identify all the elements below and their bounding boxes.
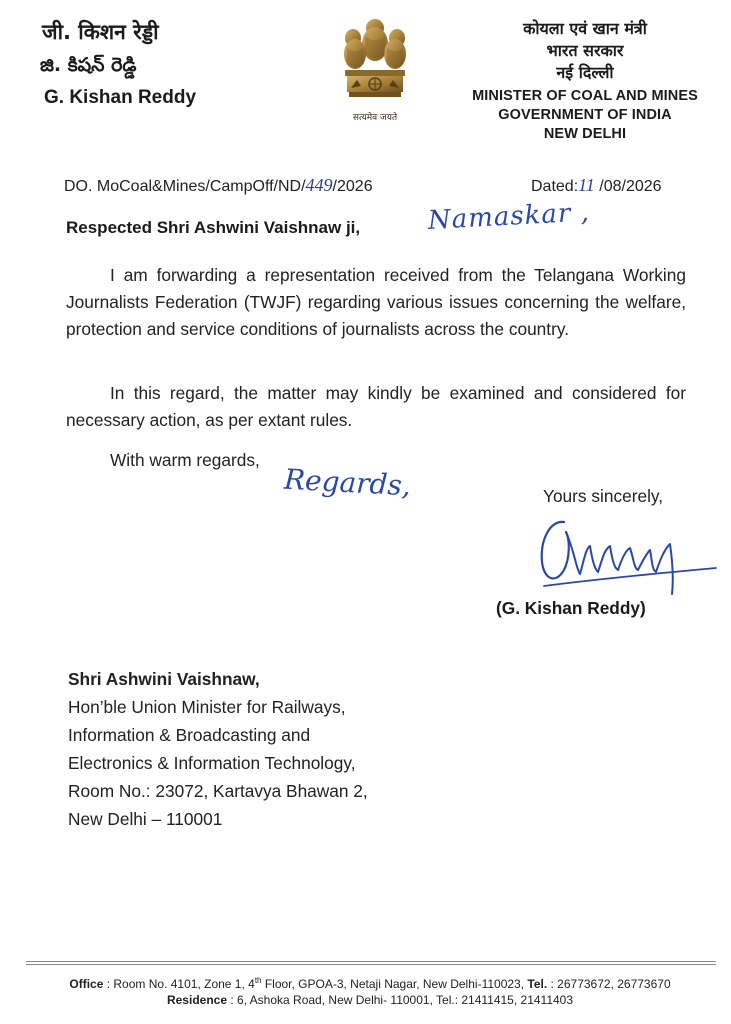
reference-number-handwritten: 449 bbox=[305, 175, 333, 195]
footer-office-text-2: Floor, GPOA-3, Netaji Nagar, New Delhi-110023, bbox=[261, 977, 528, 991]
letter-date bbox=[531, 175, 662, 196]
office-english-line-3: NEW DELHI bbox=[543, 126, 627, 142]
emblem-motto: सत्यमेव जयते bbox=[352, 113, 398, 123]
dated-day-handwritten: 11 bbox=[578, 175, 595, 195]
office-hindi-line-3: नई दिल्ली bbox=[556, 63, 614, 82]
footer-residence-text: : 6, Ashoka Road, New Delhi- 110001, Tel.: 21411415, 21411403 bbox=[227, 993, 574, 1007]
footer-office-line bbox=[20, 973, 720, 992]
office-header bbox=[455, 18, 715, 144]
handwritten-regards: Regards, bbox=[283, 462, 412, 503]
addressee-line-2: Information & Broadcasting and bbox=[68, 725, 311, 745]
footer-office-text-1: : Room No. 4101, Zone 1, 4 bbox=[103, 977, 255, 991]
dated-label: Dated: bbox=[531, 178, 579, 195]
office-hindi-line-1: कोयला एवं खान मंत्री bbox=[523, 19, 647, 38]
footer-office-tel: : 26773672, 26773670 bbox=[547, 977, 671, 991]
salutation: Respected Shri Ashwini Vaishnaw ji, bbox=[66, 218, 361, 237]
footer-divider bbox=[26, 961, 716, 962]
addressee-line-3: Electronics & Information Technology, bbox=[68, 753, 356, 773]
footer-residence-line bbox=[20, 992, 720, 1008]
addressee-line-4: Room No.: 23072, Kartavya Bhawan 2, bbox=[68, 781, 368, 801]
dated-rest: /08/2026 bbox=[594, 178, 662, 195]
closing-line: With warm regards, bbox=[110, 450, 260, 470]
reference-prefix: DO. MoCoal&Mines/CampOff/ND/ bbox=[64, 178, 306, 195]
footer-office-tel-label: Tel. bbox=[527, 977, 548, 991]
sender-name-english: G. Kishan Reddy bbox=[44, 87, 197, 108]
yours-sincerely: Yours sincerely, bbox=[543, 486, 664, 506]
footer-office-label: Office bbox=[69, 977, 104, 991]
addressee-line-1: Hon’ble Union Minister for Railways, bbox=[68, 697, 346, 717]
reference-number bbox=[64, 175, 373, 196]
sender-name-hindi: जी. किशन रेड्डी bbox=[42, 20, 159, 44]
sender-name-telugu: జి. కిషన్ రెడ్డి bbox=[40, 54, 137, 76]
body-paragraph-2: In this regard, the matter may kindly be examined and considered for necessary action, as per extant rules. bbox=[66, 383, 686, 430]
body-paragraph-1: I am forwarding a representation received from the Telangana Working Journalists Federation (TWJF) regarding various issues concerning the welfare, protection and service conditions of journalists across the country. bbox=[66, 265, 686, 339]
addressee-name: Shri Ashwini Vaishnaw, bbox=[68, 669, 260, 689]
signature-icon bbox=[530, 510, 720, 602]
footer-residence-label: Residence bbox=[166, 993, 227, 1007]
office-hindi-line-2: भारत सरकार bbox=[546, 41, 624, 60]
footer-office-sup: th bbox=[254, 976, 262, 985]
reference-suffix: /2026 bbox=[332, 178, 373, 195]
office-english-line-1: MINISTER OF COAL AND MINES bbox=[472, 88, 698, 104]
lion-capital-icon bbox=[335, 14, 415, 110]
addressee-line-5: New Delhi – 110001 bbox=[68, 809, 223, 829]
footer-divider-2 bbox=[26, 964, 716, 965]
handwritten-namaskar: Namaskar , bbox=[427, 197, 591, 236]
addressee-block bbox=[68, 665, 368, 833]
footer-address bbox=[20, 973, 720, 1008]
national-emblem-icon bbox=[335, 14, 415, 126]
office-english-line-2: GOVERNMENT OF INDIA bbox=[498, 107, 672, 123]
signatory-name: (G. Kishan Reddy) bbox=[496, 598, 646, 618]
